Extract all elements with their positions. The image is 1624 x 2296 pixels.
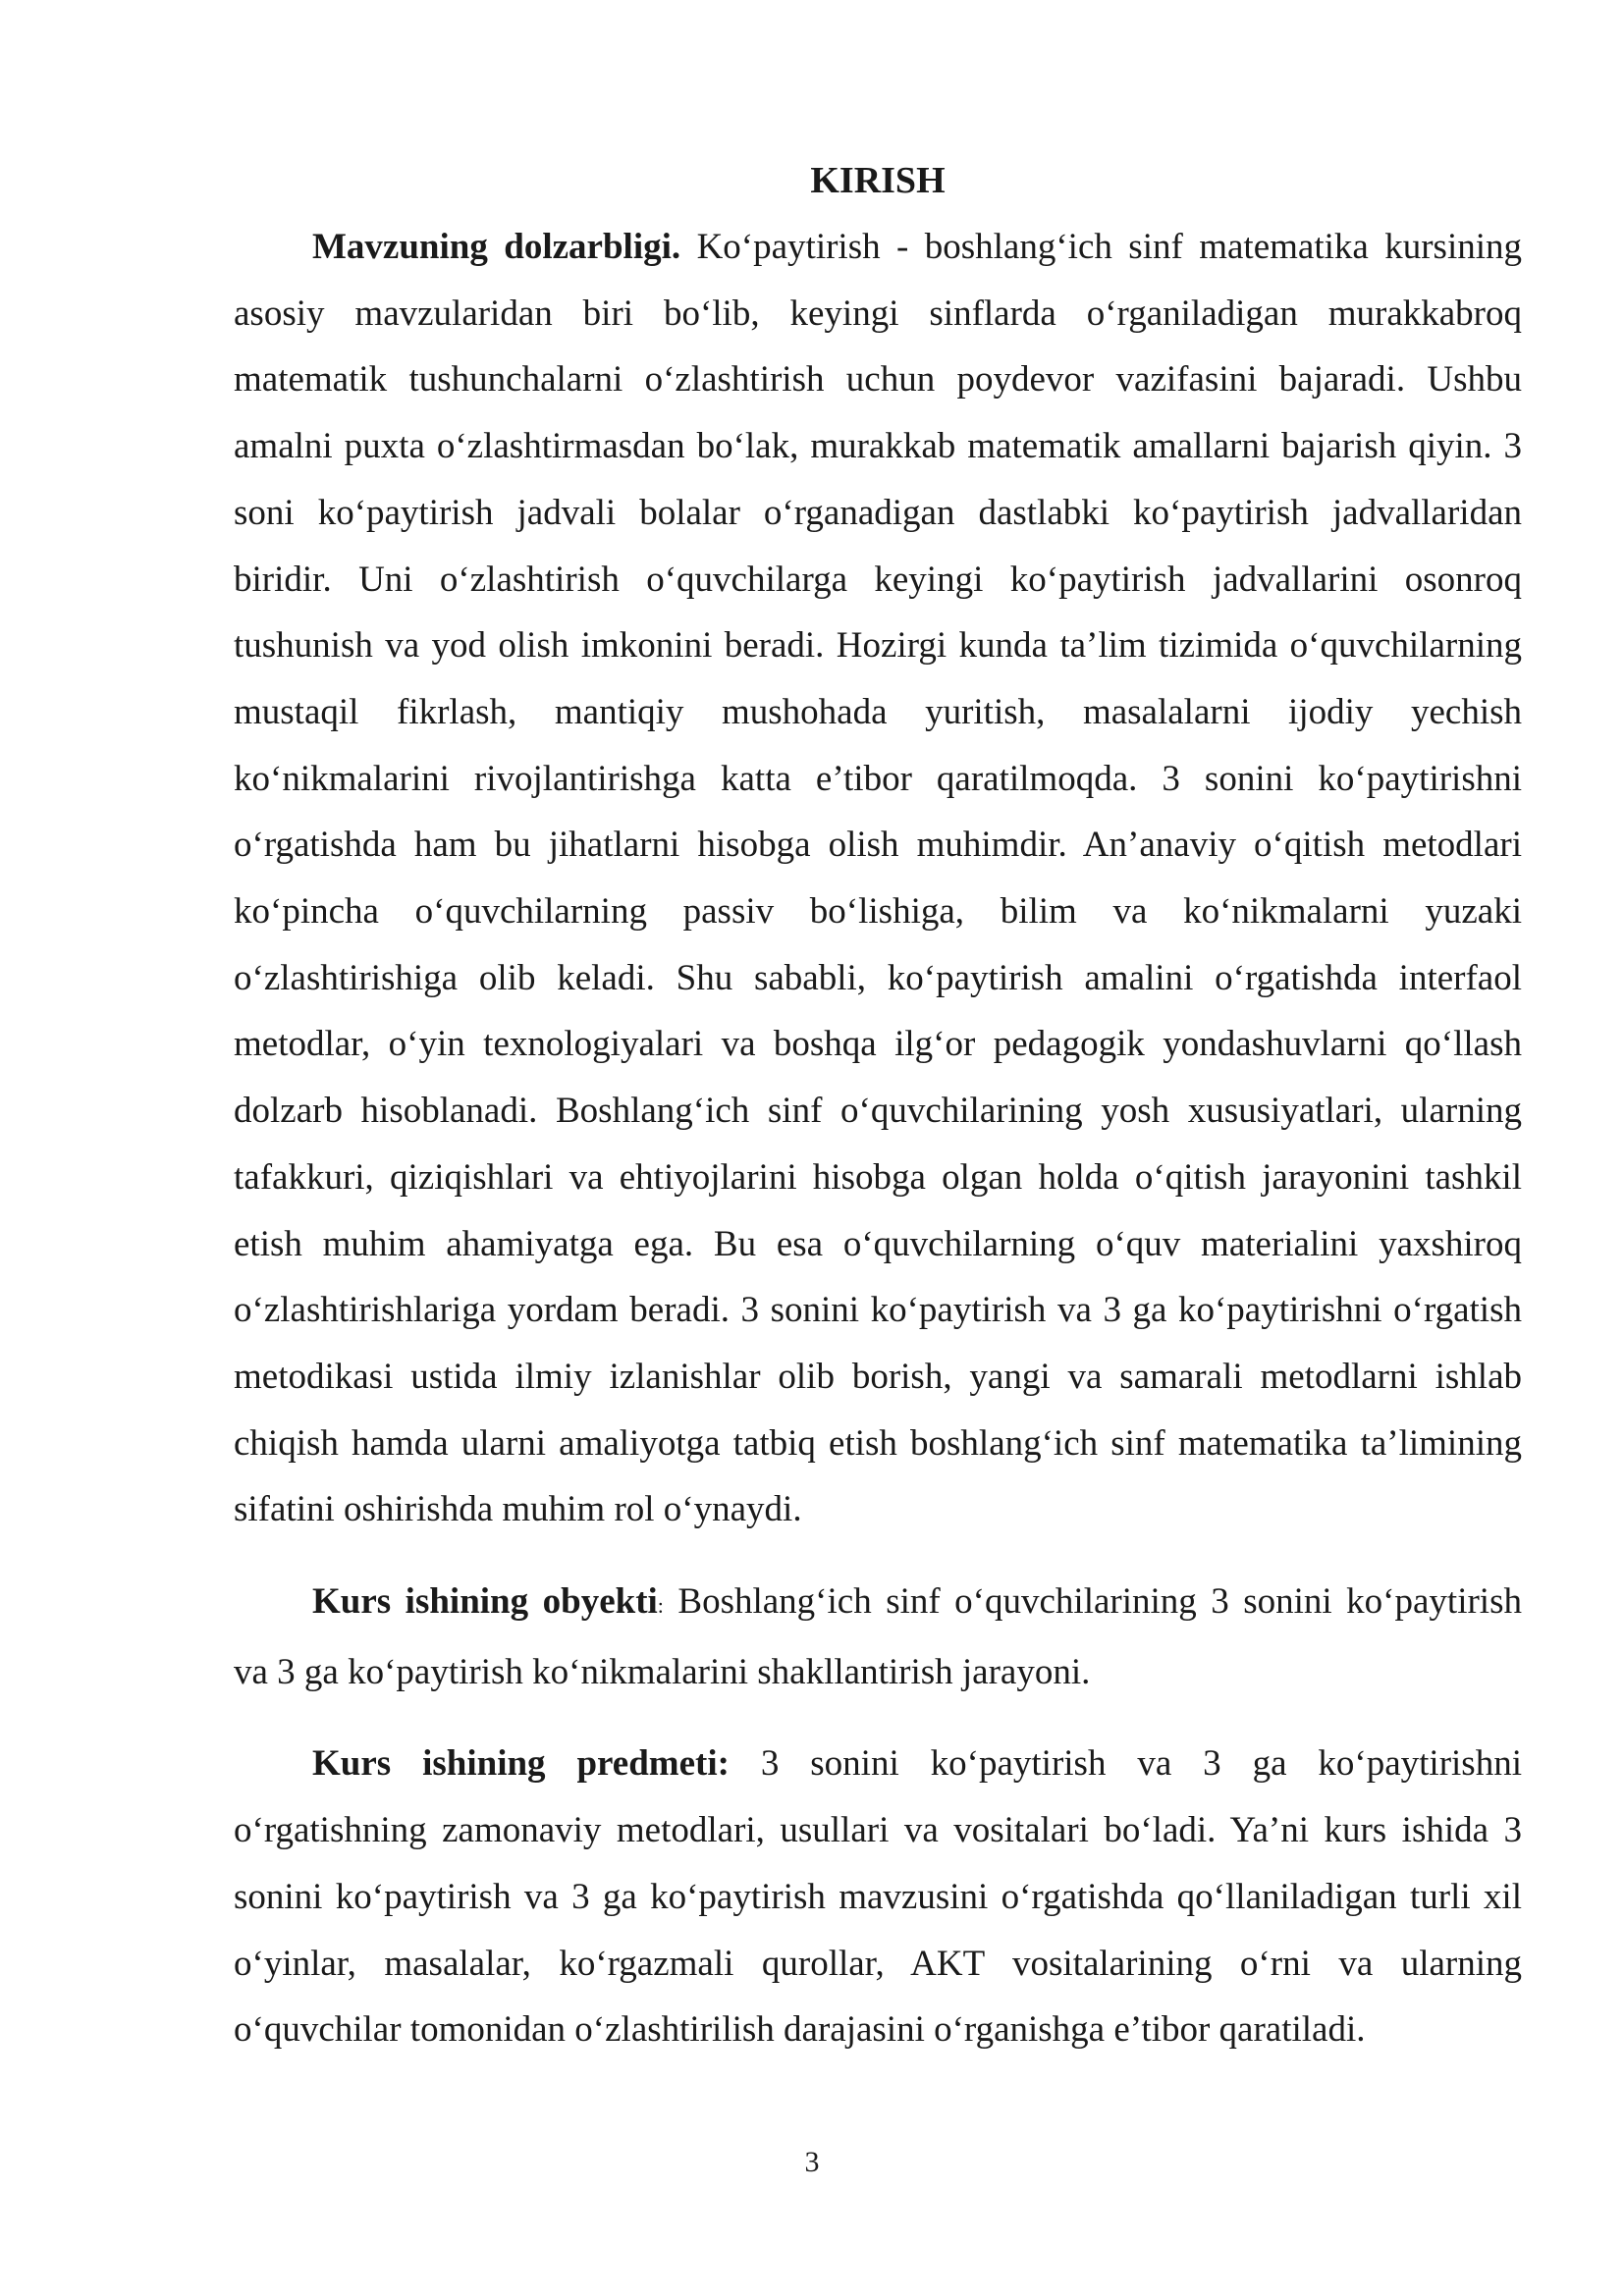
paragraph-gap (234, 1705, 1522, 1731)
paragraph-predmet (234, 1731, 1522, 2063)
page-number: 3 (804, 2146, 820, 2178)
predmet-text: 3 sonini ko‘paytirish va 3 ga ko‘paytirishni o‘rgatishning zamonaviy metodlari, usullari va vositalari bo‘ladi. Ya’ni kurs ishida 3 sonini ko‘paytirish va 3 ga ko‘paytirish mavzusini o‘rgatishda qo‘llaniladigan turli xil o‘yinlar, masalalar, ko‘rgazmali qurollar, AKT vositalarining o‘rni va ularning o‘quvchilar tomonidan o‘zlashtirilish darajasini o‘rganishga e’tibor qaratiladi. (234, 1743, 1522, 2051)
paragraph-dolzarblik (234, 214, 1522, 1543)
paragraph-gap (234, 1543, 1522, 1569)
dolzarblik-heading: Mavzuning dolzarbligi. (312, 227, 681, 267)
obyekt-text: Boshlang‘ich sinf o‘quvchilarining 3 sonini ko‘paytirish va 3 ga ko‘paytirish ko‘nikmalarini shakllantirish jarayoni. (234, 1581, 1522, 1692)
document-page (234, 147, 1522, 2063)
predmet-heading: Kurs ishining predmeti: (312, 1743, 730, 1785)
obyekt-heading: Kurs ishining obyekti (312, 1581, 658, 1623)
dolzarblik-text: Ko‘paytirish - boshlang‘ich sinf matematika kursining asosiy mavzularidan biri bo‘lib, keyingi sinflarda o‘rganiladigan murakkabroq matematik tushunchalarni o‘zlashtirish uchun poydevor vazifasini bajaradi. Ushbu amalni puxta o‘zlashtirmasdan bo‘lak, murakkab matematik amallarni bajarish qiyin. 3 soni ko‘paytirish jadvali bolalar o‘rganadigan dastlabki ko‘paytirish jadvallaridan biridir. Uni o‘zlashtirish o‘quvchilarga keyingi ko‘paytirish jadvallarini osonroq tushunish va yod olish imkonini beradi. Hozirgi kunda ta’lim tizimida o‘quvchilarning mustaqil fikrlash, mantiqiy mushohada yuritish, masalalarni ijodiy yechish ko‘nikmalarini rivojlantirishga katta e’tibor qaratilmoqda. 3 sonini ko‘paytirishni o‘rgatishda ham bu jihatlarni hisobga olish muhimdir. An’anaviy o‘qitish metodlari ko‘pincha o‘quvchilarning passiv bo‘lishiga, bilim va ko‘nikmalarni yuzaki o‘zlashtirishiga olib keladi. Shu sababli, ko‘paytirish amalini o‘rgatishda interfaol metodlar, o‘yin texnologiyalari va boshqa ilg‘or pedagogik yondashuvlarni qo‘llash dolzarb hisoblanadi. Boshlang‘ich sinf o‘quvchilarining yosh xususiyatlari, ularning tafakkuri, qiziqishlari va ehtiyojlarini hisobga olgan holda o‘qitish jarayonini tashkil etish muhim ahamiyatga ega. Bu esa o‘quvchilarning o‘quv materialini yaxshiroq o‘zlashtirishlariga yordam beradi. 3 sonini ko‘paytirish va 3 ga ko‘paytirishni o‘rgatish metodikasi ustida ilmiy izlanishlar olib borish, yangi va samarali metodlarni ishlab chiqish hamda ularni amaliyotga tatbiq etish boshlang‘ich sinf matematika ta’limining sifatini oshirishda muhim rol o‘ynaydi. (234, 227, 1522, 1530)
paragraph-obyekt (234, 1569, 1522, 1705)
obyekt-colon: : (657, 1593, 664, 1619)
page-title: KIRISH (810, 160, 946, 201)
